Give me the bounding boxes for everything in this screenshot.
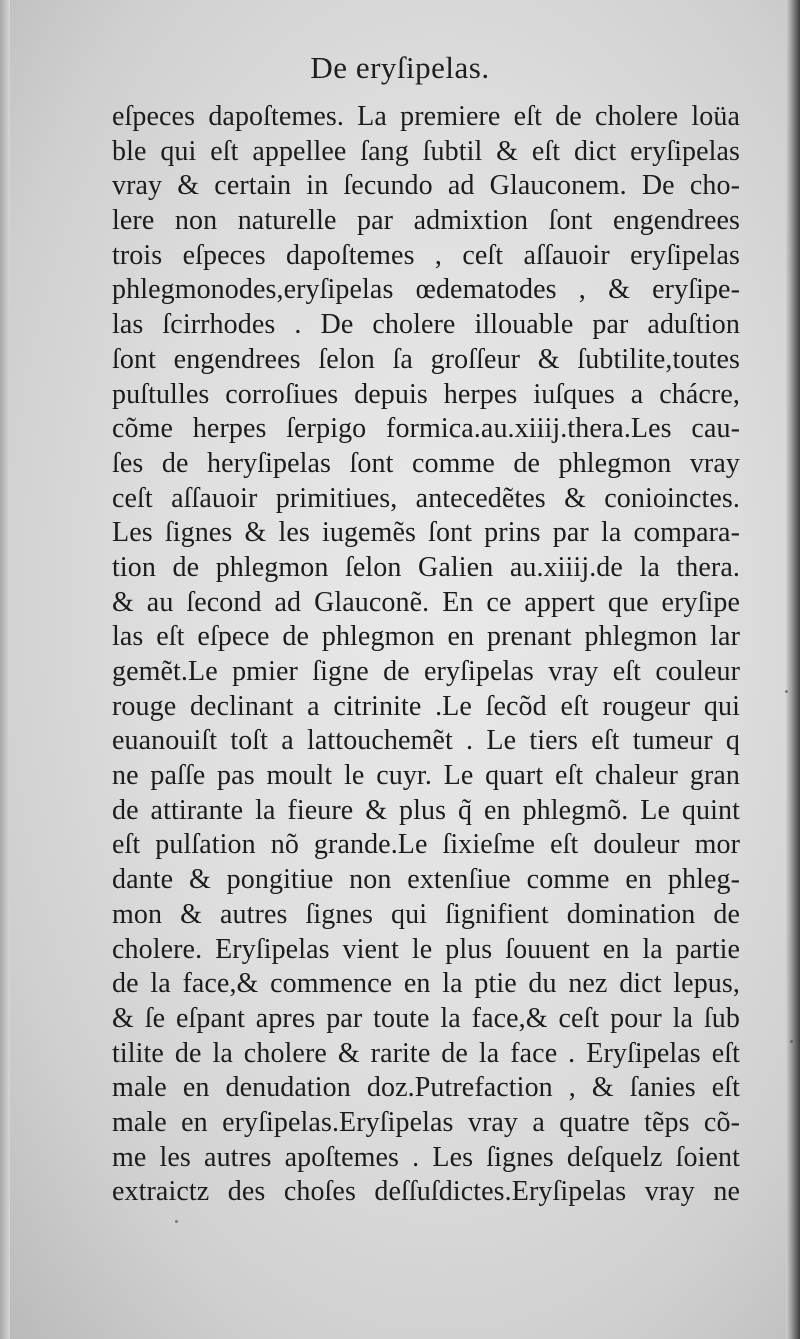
text-line: male en eryſipelas.Eryſipelas vray a quatre tẽps cõ- xyxy=(112,1106,740,1138)
text-line: ne paſſe pas moult le cuyr. Le quart eſt chaleur gran xyxy=(112,760,740,792)
text-line: extraictz des choſes deſſuſdictes.Eryſipelas vray ne xyxy=(112,1176,740,1208)
text-line: ſont engendrees ſelon ſa groſſeur & ſubtilite,toutes xyxy=(112,343,740,375)
text-line: eſt pulſation nõ grande.Le ſixieſme eſt douleur mor xyxy=(112,829,740,861)
text-line: euanouiſt toſt a lattouchemẽt . Le tiers eſt tumeur q xyxy=(112,725,740,757)
text-line: las ſcirrhodes . De cholere illouable par aduſtion xyxy=(112,309,740,341)
running-head: De eryſipelas. xyxy=(310,50,490,85)
text-line: tilite de la cholere & rarite de la face . Eryſipelas eſt xyxy=(112,1037,740,1069)
paper-speck xyxy=(785,690,788,693)
page-right-edge xyxy=(786,0,800,1339)
text-line: dante & pongitiue non extenſiue comme en phleg- xyxy=(112,864,740,896)
text-line: male en denudation doz.Putrefaction , & ſanies eſt xyxy=(112,1072,740,1104)
text-line: ceſt aſſauoir primitiues, antecedẽtes & conioinctes. xyxy=(112,482,740,514)
text-line: las eſt eſpece de phlegmon en prenant phlegmon lar xyxy=(112,621,740,653)
body-text xyxy=(112,100,740,1210)
text-line: mon & autres ſignes qui ſignifient domination de xyxy=(112,898,740,930)
text-line: tion de phlegmon ſelon Galien au.xiiij.de la thera. xyxy=(112,551,740,583)
text-line: trois eſpeces dapoſtemes , ceſt aſſauoir eryſipelas xyxy=(112,239,740,271)
text-line: phlegmonodes,eryſipelas œdematodes , & eryſipe- xyxy=(112,274,740,306)
text-line: & ſe eſpant apres par toute la face,& ceſt pour la ſub xyxy=(112,1002,740,1034)
text-line: me les autres apoſtemes . Les ſignes deſquelz ſoient xyxy=(112,1141,740,1173)
paper-speck xyxy=(790,1040,793,1043)
text-line: cõme herpes ſerpigo formica.au.xiiij.thera.Les cau- xyxy=(112,413,740,445)
text-line: ſes de heryſipelas ſont comme de phlegmon vray xyxy=(112,447,740,479)
paper-speck xyxy=(175,1220,178,1223)
text-line: de attirante la fieure & plus q̃ en phlegmõ. Le quint xyxy=(112,794,740,826)
text-line: puſtulles corroſiues depuis herpes iuſques a chácre, xyxy=(112,378,740,410)
text-line: eſpeces dapoſtemes. La premiere eſt de cholere loüa xyxy=(112,101,740,132)
text-line: lere non naturelle par admixtion ſont engendrees xyxy=(112,205,740,237)
text-line: gemẽt.Le pmier ſigne de eryſipelas vray eſt couleur xyxy=(112,656,740,687)
text-line: & au ſecond ad Glauconẽ. En ce appert que eryſipe xyxy=(112,586,740,618)
page-left-shadow xyxy=(0,0,10,1339)
text-line: rouge declinant a citrinite .Le ſecõd eſt rougeur qui xyxy=(112,690,740,722)
text-line: de la face,& commence en la ptie du nez dict lepus, xyxy=(112,968,740,1000)
text-line: cholere. Eryſipelas vient le plus ſouuent en la partie xyxy=(112,933,740,965)
text-line: vray & certain in ſecundo ad Glauconem. De cho- xyxy=(112,170,740,202)
text-line: Les ſignes & les iugemẽs ſont prins par la compara- xyxy=(112,517,740,549)
text-line: ble qui eſt appellee ſang ſubtil & eſt dict eryſipelas xyxy=(112,135,740,167)
